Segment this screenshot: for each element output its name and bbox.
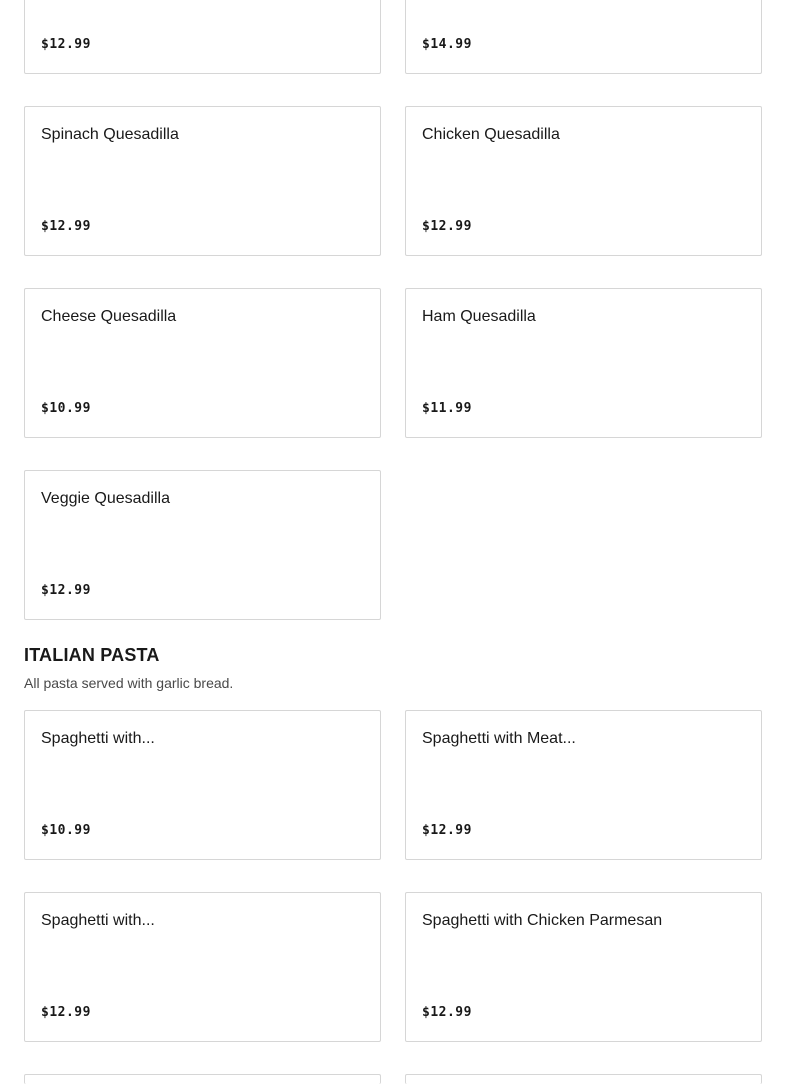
menu-item-name: Spaghetti with Meat... [422, 730, 576, 747]
menu-item-card[interactable] [24, 0, 381, 74]
menu-item-card[interactable] [24, 1074, 381, 1084]
menu-item-price: $12.99 [41, 219, 91, 234]
menu-item-name: Cheese Quesadilla [41, 308, 177, 325]
menu-item-card[interactable] [405, 710, 762, 860]
menu-item-card[interactable] [24, 710, 381, 860]
menu-item-price: $12.99 [422, 1005, 472, 1020]
menu-item-price: $10.99 [41, 401, 91, 416]
menu-item-name: Spinach Quesadilla [41, 126, 179, 143]
menu-item-card-ham-quesadilla[interactable] [405, 288, 762, 438]
menu-item-name: Veggie Quesadilla [41, 490, 170, 507]
section-description: All pasta served with garlic bread. [24, 675, 234, 691]
menu-item-card[interactable] [405, 1074, 762, 1084]
menu-item-card[interactable] [24, 892, 381, 1042]
menu-item-name: Spaghetti with... [41, 730, 155, 747]
menu-item-price: $11.99 [422, 401, 472, 416]
menu-item-price: $12.99 [41, 1005, 91, 1020]
menu-item-name: Spaghetti with... [41, 912, 155, 929]
menu-item-card-chicken-quesadilla[interactable] [405, 106, 762, 256]
menu-item-card-veggie-quesadilla[interactable] [24, 470, 381, 620]
menu-item-price: $10.99 [41, 823, 91, 838]
menu-item-name: Ham Quesadilla [422, 308, 536, 325]
menu-item-card-spinach-quesadilla[interactable] [24, 106, 381, 256]
menu-item-price: $12.99 [41, 37, 91, 52]
menu-item-name: Spaghetti with Chicken Parmesan [422, 912, 663, 929]
menu-item-card-spaghetti-chicken-parmesan[interactable] [405, 892, 762, 1042]
menu-item-name: Chicken Quesadilla [422, 126, 560, 143]
section-title-italian-pasta: ITALIAN PASTA [24, 645, 160, 665]
menu-item-price: $12.99 [422, 823, 472, 838]
menu-item-price: $12.99 [41, 583, 91, 598]
menu-item-card[interactable] [405, 0, 762, 74]
menu-item-card-cheese-quesadilla[interactable] [24, 288, 381, 438]
menu-item-price: $14.99 [422, 37, 472, 52]
menu-item-price: $12.99 [422, 219, 472, 234]
